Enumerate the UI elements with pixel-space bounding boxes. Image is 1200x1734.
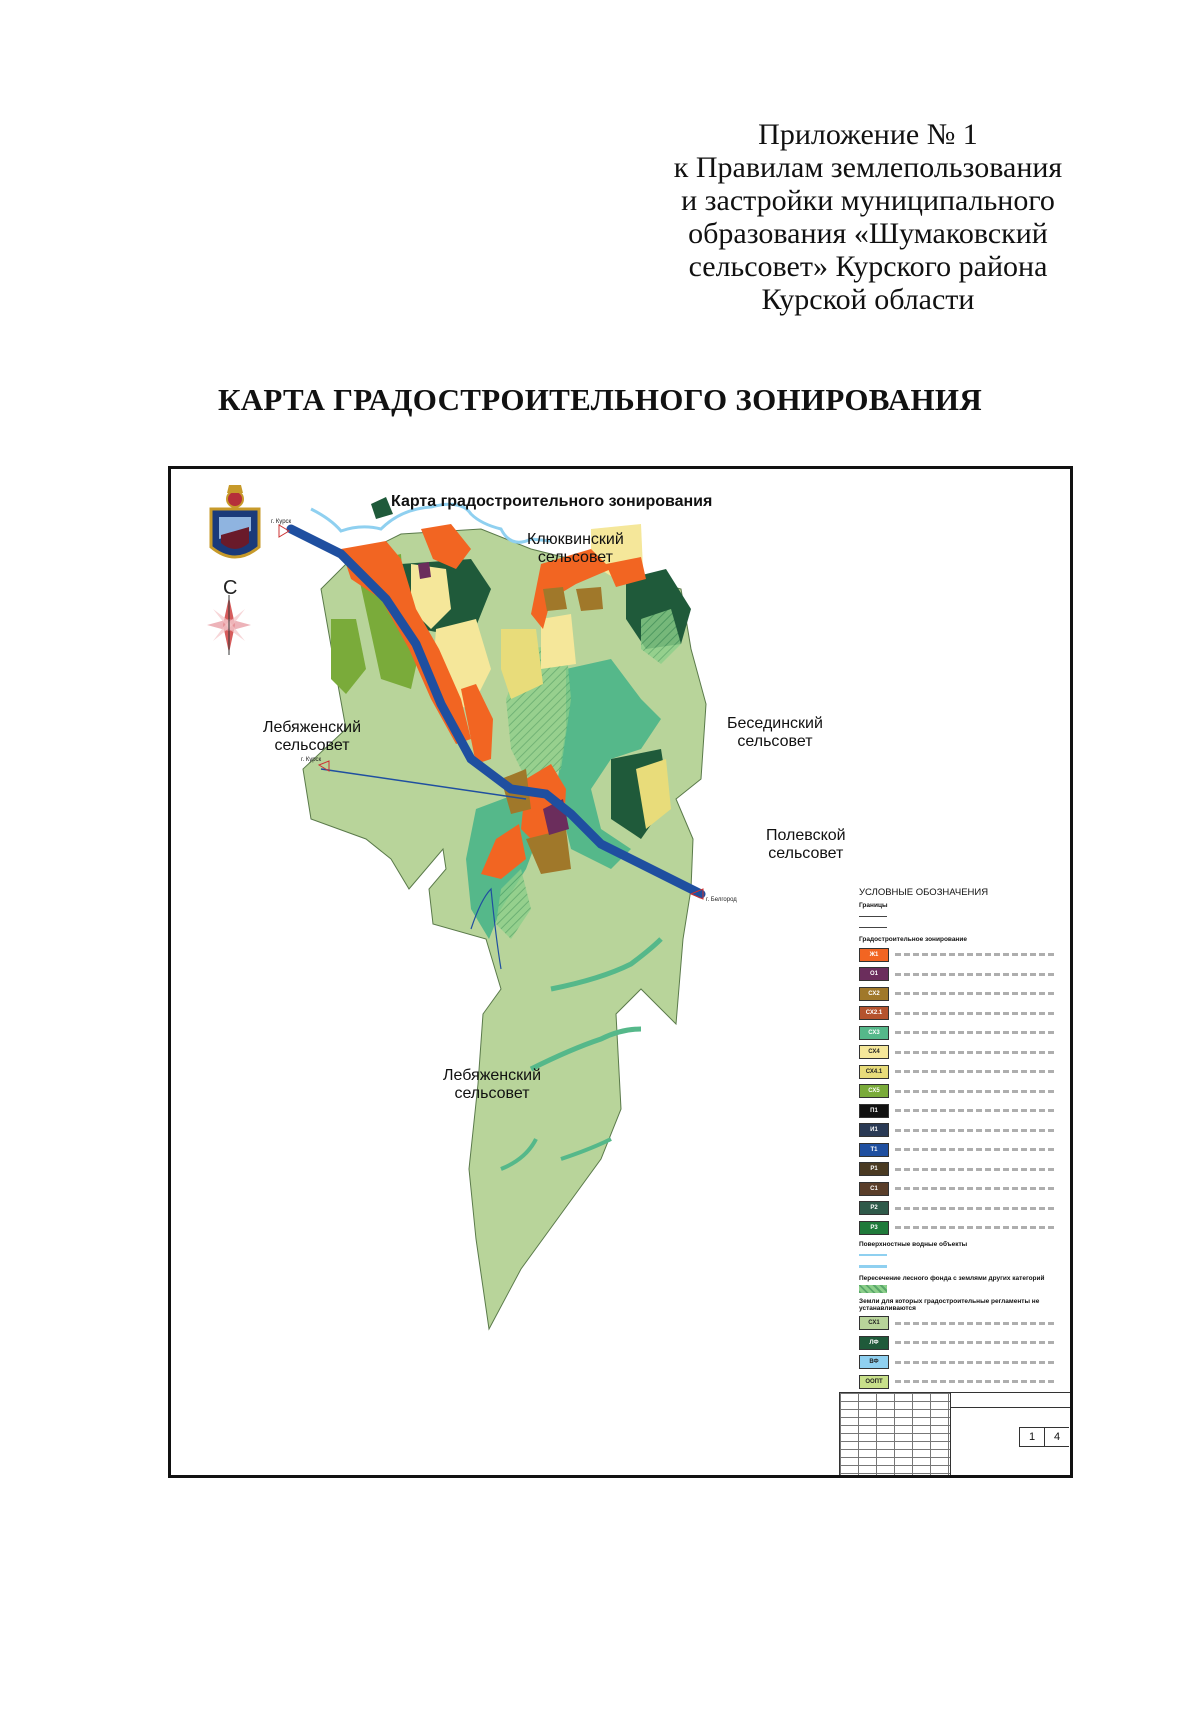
legend-description	[895, 1051, 1055, 1054]
legend-water-line	[859, 1250, 1064, 1261]
stamp-header	[950, 1393, 1070, 1408]
legend-section-zoning: Градостроительное зонирование	[859, 936, 967, 943]
legend-title: УСЛОВНЫЕ ОБОЗНАЧЕНИЯ	[859, 887, 989, 898]
legend-row	[859, 1179, 1064, 1199]
legend-description	[895, 1168, 1055, 1171]
appendix-line: сельсовет» Курского района	[688, 250, 1048, 283]
legend-row	[859, 945, 1064, 965]
appendix-line: к Правилам землепользования	[673, 151, 1063, 184]
legend-swatch: ВФ	[859, 1355, 889, 1369]
legend-description	[895, 1207, 1055, 1210]
legend-section-water: Поверхностные водные объекты	[859, 1240, 968, 1248]
legend-swatch: СХ2	[859, 987, 889, 1001]
legend-swatch: Т1	[859, 1143, 889, 1157]
appendix-header	[658, 118, 1078, 316]
legend-swatch: И1	[859, 1123, 889, 1137]
neighbor-polevskoy: Полевской сельсовет	[766, 827, 846, 862]
legend-row	[859, 1140, 1064, 1160]
legend-row	[859, 1372, 1064, 1392]
legend-description	[895, 1109, 1055, 1112]
stamp-sheets-total: 4	[1044, 1428, 1069, 1446]
legend-swatch: П1	[859, 1104, 889, 1118]
legend-description	[895, 1322, 1055, 1325]
legend-row	[859, 1353, 1064, 1373]
road-label-kursk: г. Курск	[301, 757, 322, 763]
legend-row	[859, 1023, 1064, 1043]
legend-description	[895, 1361, 1055, 1364]
legend-row	[859, 1160, 1064, 1180]
legend-description	[895, 973, 1055, 976]
legend-row	[859, 984, 1064, 1004]
legend-swatch: СХ4.1	[859, 1065, 889, 1079]
legend-description	[895, 1341, 1055, 1344]
legend-section-forest: Пересечение лесного фонда с землями других категорий	[859, 1274, 1045, 1282]
compass-rose-icon	[207, 595, 251, 655]
legend-description	[895, 953, 1055, 956]
legend-section-no-regs: Земли для которых градостроительные регламенты не устанавливаются	[859, 1297, 1040, 1312]
legend-water-line	[859, 1261, 1064, 1272]
legend-description	[895, 1129, 1055, 1132]
legend-swatch: Ж1	[859, 948, 889, 962]
legend-description	[895, 992, 1055, 995]
legend-row	[859, 1121, 1064, 1141]
legend-swatch: ООПТ	[859, 1375, 889, 1389]
brown-zone	[543, 587, 567, 611]
legend-row	[859, 1082, 1064, 1102]
map-frame	[168, 466, 1073, 1478]
legend-description	[895, 1148, 1055, 1151]
appendix-line: образования «Шумаковский	[688, 217, 1048, 250]
legend-border-line	[859, 911, 1064, 922]
appendix-line: Курской области	[761, 283, 975, 316]
map-legend	[859, 887, 1064, 1392]
agri-zone	[541, 614, 576, 669]
legend-row	[859, 965, 1064, 985]
legend-noreg-list	[859, 1314, 1064, 1392]
legend-section-borders: Границы	[859, 902, 888, 909]
public-zone	[418, 562, 431, 579]
legend-swatch: СХ5	[859, 1084, 889, 1098]
coat-of-arms	[211, 485, 259, 557]
page-title: КАРТА ГРАДОСТРОИТЕЛЬНОГО ЗОНИРОВАНИЯ	[217, 382, 983, 417]
legend-row	[859, 1218, 1064, 1238]
stamp-sheet: 1	[1019, 1428, 1044, 1446]
legend-description	[895, 1031, 1055, 1034]
north-label: С	[223, 577, 238, 599]
legend-row	[859, 1004, 1064, 1024]
stamp-grid	[840, 1393, 951, 1475]
road-label-belgorod: г. Белгород	[706, 897, 737, 903]
title-block-stamp	[839, 1392, 1071, 1476]
legend-swatch: С1	[859, 1182, 889, 1196]
legend-description	[895, 1012, 1055, 1015]
legend-swatch: СХ4	[859, 1045, 889, 1059]
legend-swatch: О1	[859, 967, 889, 981]
legend-swatch: СХ3	[859, 1026, 889, 1040]
neighbor-klyukvinsky: Клюквинский сельсовет	[527, 531, 624, 566]
legend-swatch: Р1	[859, 1162, 889, 1176]
legend-row	[859, 1043, 1064, 1063]
legend-description	[895, 1090, 1055, 1093]
legend-description	[895, 1226, 1055, 1229]
legend-description	[895, 1187, 1055, 1190]
legend-row	[859, 1314, 1064, 1334]
legend-row	[859, 1333, 1064, 1353]
legend-row	[859, 1199, 1064, 1219]
road-label-kursk: г. Курск	[271, 519, 292, 525]
legend-description	[895, 1070, 1055, 1073]
legend-swatch: СХ2.1	[859, 1006, 889, 1020]
neighbor-besedinsky: Бесединский сельсовет	[727, 715, 823, 750]
legend-border-line	[859, 922, 1064, 933]
neighbor-lebyazhensky-bottom: Лебяженский сельсовет	[443, 1067, 542, 1102]
neighbor-lebyazhensky-top: Лебяженский сельсовет	[263, 719, 362, 754]
appendix-line: Приложение № 1	[758, 118, 978, 151]
forest-patch	[371, 497, 393, 519]
legend-description	[895, 1380, 1055, 1383]
legend-swatch: СХ1	[859, 1316, 889, 1330]
appendix-line: и застройки муниципального	[681, 184, 1055, 217]
legend-swatch: Р2	[859, 1201, 889, 1215]
legend-row	[859, 1101, 1064, 1121]
legend-swatch: ЛФ	[859, 1336, 889, 1350]
map-title: Карта градостроительного зонирования	[391, 493, 713, 510]
legend-forest-hatch	[859, 1284, 1064, 1295]
stamp-sheet-number	[1019, 1427, 1069, 1447]
legend-swatch: Р3	[859, 1221, 889, 1235]
legend-row	[859, 1062, 1064, 1082]
legend-zone-list	[859, 945, 1064, 1238]
